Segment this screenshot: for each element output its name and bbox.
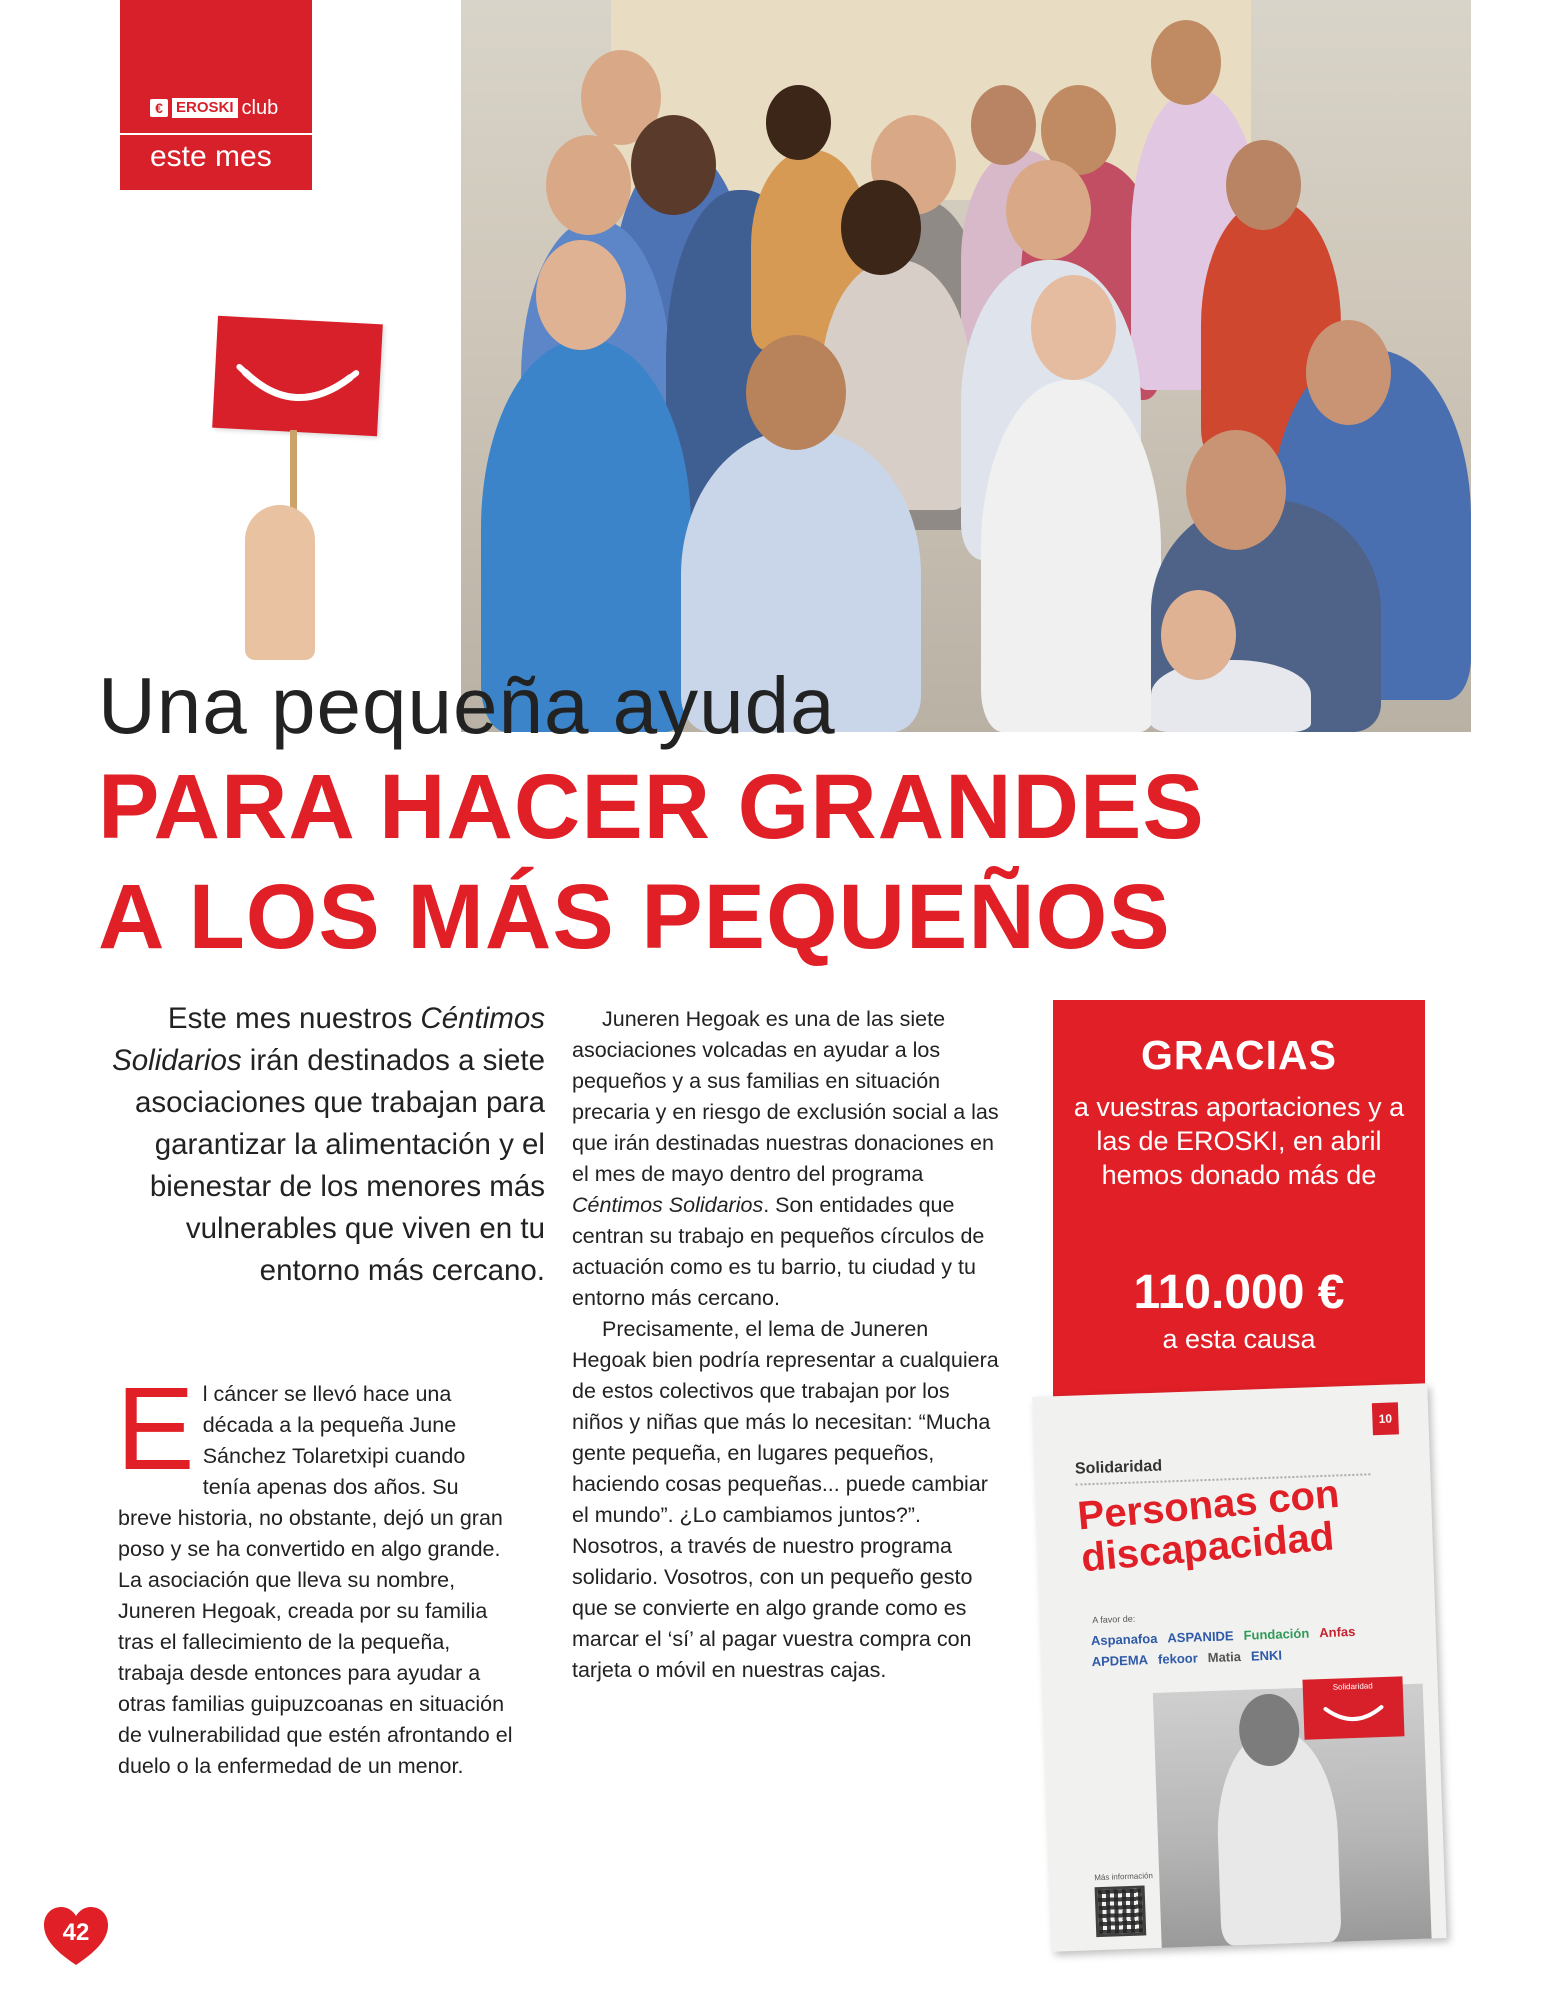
column-2-italic: Céntimos Solidarios bbox=[572, 1193, 764, 1217]
page-number: 42 bbox=[62, 1919, 90, 1946]
lead-italic: Céntimos Solidarios bbox=[112, 1002, 545, 1077]
photo-face bbox=[1006, 160, 1091, 260]
association-logo: ASPANIDE bbox=[1167, 1628, 1234, 1646]
smile-sign bbox=[212, 316, 383, 436]
association-logo: APDEMA bbox=[1091, 1652, 1149, 1670]
leaflet-favor-label: A favor de: bbox=[1092, 1613, 1136, 1626]
photo-face bbox=[746, 335, 846, 450]
photo-face bbox=[1226, 140, 1301, 230]
anniversary-badge: 10 bbox=[1372, 1402, 1399, 1435]
association-logo: Matia bbox=[1207, 1648, 1242, 1666]
photo-face bbox=[1031, 275, 1116, 380]
column-2-text-a: Juneren Hegoak es una de las siete asociaciones volcadas en ayudar a los pequeños y a sus familias en situación precaria y en riesgo de exclusión social a las que irán destinadas nuestras donaciones en el mes de mayo dentro del programa bbox=[572, 1007, 999, 1186]
tag-divider bbox=[120, 133, 312, 135]
group-photo bbox=[461, 0, 1471, 732]
thanks-cause: a esta causa bbox=[1162, 1324, 1316, 1354]
photo-face bbox=[1186, 430, 1286, 550]
hand bbox=[245, 505, 315, 660]
photo-face bbox=[1151, 20, 1221, 105]
logo-club: club bbox=[241, 96, 279, 119]
headline-line-2: PARA HACER GRANDES bbox=[98, 756, 1205, 858]
thanks-text: a vuestras aportaciones y a las de EROSKI, en abril hemos donado más de bbox=[1073, 1092, 1405, 1190]
photo-face bbox=[1161, 590, 1236, 680]
association-logo: Fundación bbox=[1243, 1625, 1310, 1643]
drop-cap: E bbox=[116, 1363, 195, 1495]
leaflet-sign-label: Solidaridad bbox=[1332, 1681, 1373, 1692]
association-logo: ENKI bbox=[1250, 1647, 1283, 1664]
eroski-e-icon: € bbox=[150, 99, 168, 117]
photo-face bbox=[546, 135, 631, 235]
hand-sign-illustration bbox=[150, 280, 450, 660]
column-2-paragraph-2: Precisamente, el lema de Juneren Hegoak bien podría representar a cualquiera de estos colectivos que trabajan por los niños y niñas que más lo necesitan: “Mucha gente pequeña, en lugares pequeños, haciendo cosas pequeñas... puede cambiar el mundo”. ¿Lo cambiamos juntos?”. Nosotros, a través de nuestro programa solidario. Vosotros, con un pequeño gesto que se convierte en algo grande como es marcar el ‘sí’ al pagar vuestra compra con tarjeta o móvil en nuestras cajas. bbox=[572, 1317, 999, 1682]
thanks-title: GRACIAS bbox=[1140, 1032, 1338, 1078]
photo-face bbox=[536, 240, 626, 350]
lead-text-1: Este mes nuestros bbox=[167, 1002, 421, 1035]
section-label: este mes bbox=[150, 140, 272, 173]
association-logo: Anfas bbox=[1318, 1623, 1356, 1641]
solidarity-leaflet bbox=[1032, 1383, 1446, 1951]
leaflet-title: Personas con discapacidad bbox=[1075, 1471, 1341, 1581]
more-info-label: Más información bbox=[1094, 1871, 1154, 1883]
qr-code-icon bbox=[1095, 1885, 1147, 1937]
photo-face bbox=[631, 115, 716, 215]
donation-amount: 110.000 € bbox=[1133, 1266, 1345, 1319]
column-2-paragraph-1 bbox=[572, 1004, 1007, 1314]
lead-paragraph bbox=[100, 998, 545, 1292]
photo-face bbox=[766, 85, 831, 160]
association-logos bbox=[1091, 1624, 1362, 1669]
smile-icon bbox=[212, 316, 383, 436]
photo-face bbox=[1306, 320, 1391, 425]
photo-person bbox=[981, 380, 1161, 732]
column-2-text-b: . Son entidades que centran su trabajo en pequeños círculos de actuación como es tu barrio, tu ciudad y tu entorno más cercano. bbox=[572, 1193, 985, 1310]
photo-face bbox=[971, 85, 1036, 165]
photo-face bbox=[841, 180, 921, 275]
column-1-text: l cáncer se llevó hace una década a la pequeña June Sánchez Tolaretxipi cuando tenía apenas dos años. Su breve historia, no obstante, dejó un gran poso y se ha convertido en algo grande. La asociación que lleva su nombre, Juneren Hegoak, creada por su familia tras el fallecimiento de la pequeña, trabaja desde entonces para ayudar a otras familias guipuzcoanas en situación de vulnerabilidad que estén afrontando el duelo o la enfermedad de un menor. bbox=[118, 1382, 513, 1778]
thanks-box bbox=[1053, 1000, 1425, 1420]
body-column-1 bbox=[116, 1363, 518, 1782]
logo-brand: EROSKI bbox=[172, 98, 238, 118]
body-column-2 bbox=[572, 1004, 1007, 1686]
headline-line-3: A LOS MÁS PEQUEÑOS bbox=[98, 866, 1171, 968]
headline-line-1: Una pequeña ayuda bbox=[98, 661, 836, 750]
leaflet-smile-sign bbox=[1302, 1676, 1404, 1739]
lead-text-2: irán destinados a siete asociaciones que trabajan para garantizar la alimentación y el bienestar de los menores más vulnerables que viven en tu entorno más cercano. bbox=[134, 1044, 545, 1287]
eroski-club-logo bbox=[150, 97, 278, 119]
association-logo: Aspanafoa bbox=[1090, 1630, 1158, 1649]
association-logo: fekoor bbox=[1157, 1650, 1198, 1667]
leaflet-section: Solidaridad bbox=[1074, 1457, 1163, 1478]
section-tag bbox=[120, 0, 312, 190]
page-number-badge bbox=[42, 1905, 110, 1967]
